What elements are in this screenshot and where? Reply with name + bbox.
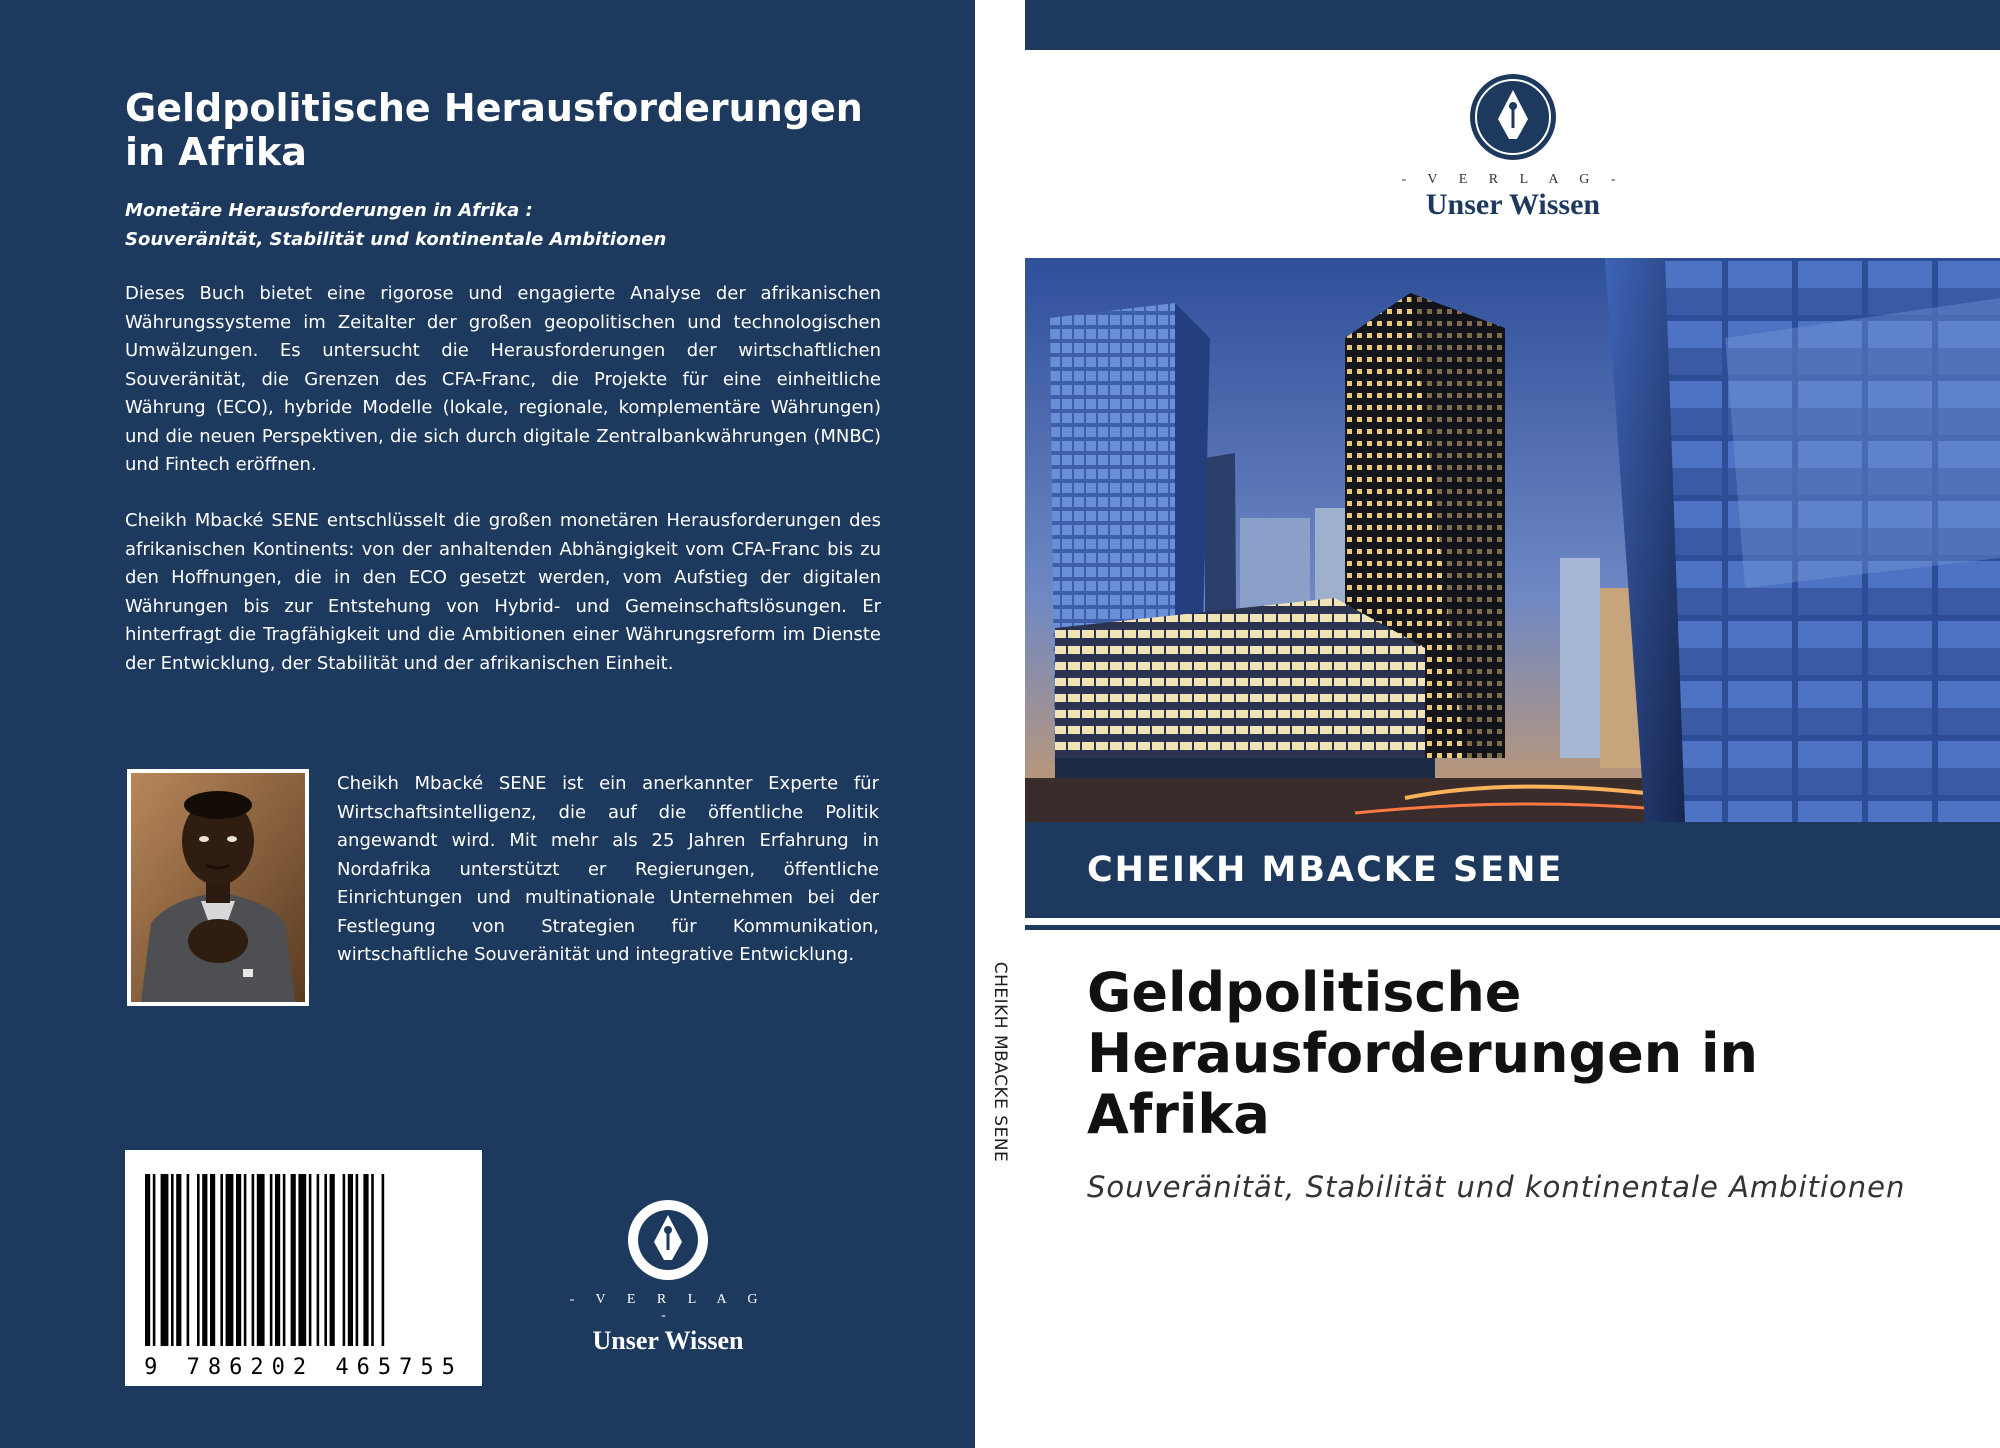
front-top-band [1025, 0, 2000, 50]
barcode-bar [382, 1174, 385, 1346]
spine-author: CHEIKH MBACKE SENE [990, 961, 1010, 1163]
back-logo-name: Unser Wissen [592, 1326, 744, 1355]
barcode-bar [197, 1174, 200, 1346]
isbn-barcode [125, 1150, 482, 1386]
barcode-bar [257, 1174, 265, 1346]
spine [975, 0, 1025, 1448]
barcode-bar [291, 1174, 296, 1346]
city-skyscrapers-image [1025, 258, 2000, 822]
barcode-bar [330, 1174, 335, 1346]
barcode-bar [363, 1174, 368, 1346]
barcode-bar [283, 1174, 286, 1346]
author-band [1025, 822, 2000, 918]
back-cover-subtitle [125, 196, 905, 254]
author-bio: Cheikh Mbacké SENE ist ein anerkannter Experte für Wirtschaftsintelligenz, die auf die öffentliche Politik angewandt wird. Mit mehr als 25 Jahren Erfahrung in Nordafrika unterstützt er Regierungen, öffentliche Einrichtungen und multinationale Unternehmen bei der Festlegung von Strategien für Kommunikation, wirtschaftliche Souveränität und integrative Entwicklung. [337, 773, 879, 965]
back-cover [0, 0, 975, 1448]
divider-rule [1025, 925, 2000, 930]
front-cover-title: Geldpolitische Herausforderungen in Afrika [1087, 961, 1758, 1146]
barcode-bar [176, 1174, 181, 1346]
barcode-bar [145, 1174, 150, 1346]
barcode-bar [356, 1174, 359, 1346]
front-logo-verlag: - V E R L A G - [1401, 172, 1625, 187]
barcode-bar [348, 1174, 353, 1346]
fountain-pen-nib-icon [626, 1198, 710, 1282]
barcode-bar [298, 1174, 306, 1346]
barcode-bar [220, 1174, 223, 1346]
barcode-bar [270, 1174, 273, 1346]
author-portrait-image [127, 769, 309, 1006]
barcode-bar [371, 1174, 374, 1346]
barcode-bar [202, 1174, 207, 1346]
back-subtitle-line: Souveränität, Stabilität und kontinentale Ambitionen [125, 229, 667, 250]
back-logo-verlag: - V E R L A G - [569, 1292, 767, 1323]
barcode-bar [275, 1174, 280, 1346]
barcode-bars [125, 1150, 482, 1386]
barcode-bar [236, 1174, 241, 1346]
barcode-bar [309, 1174, 312, 1346]
front-logo-name: Unser Wissen [1425, 188, 1601, 221]
barcode-bar [187, 1174, 190, 1346]
front-cover-subtitle: Souveränität, Stabilität und kontinentale Ambitionen [1087, 1170, 1906, 1204]
blurb-paragraph: Dieses Buch bietet eine rigorose und engagierte Analyse der afrikanischen Währungssysteme im Zeitalter der großen geopolitischen und technologischen Umwälzungen. Es untersucht die Herausforderungen der wirtschaftlichen Souveränität, die Grenzen des CFA-Franc, die Projekte für eine einheitliche Währung (ECO), hybride Modelle (lokale, regionale, komplementäre Währungen) und die neuen Perspektiven, die sich durch digitale Zentralbankwährungen (MNBC) und Fintech eröffnen. [125, 283, 881, 475]
back-cover-title: Geldpolitische Herausforderungen in Afrika [125, 86, 863, 174]
barcode-bar [317, 1174, 320, 1346]
isbn-digits: 9 786202 465755 [144, 1355, 463, 1380]
barcode-bar [324, 1174, 327, 1346]
barcode-bar [161, 1174, 169, 1346]
fountain-pen-nib-icon [1468, 72, 1558, 162]
barcode-bar [244, 1174, 247, 1346]
barcode-bar [210, 1174, 215, 1346]
barcode-bar [252, 1174, 255, 1346]
barcode-bar [343, 1174, 346, 1346]
barcode-bar [153, 1174, 156, 1346]
barcode-bar [226, 1174, 234, 1346]
blurb-paragraph: Cheikh Mbacké SENE entschlüsselt die großen monetären Herausforderungen des afrikanischen Kontinents: von der anhaltenden Abhängigkeit vom CFA-Franc bis zu den Hoffnungen, die in den ECO gesetzt werden, vom Aufstieg der digitalen Währungen bis zur Entstehung von Hybrid- und Gemeinschaftslösungen. Er hinterfragt die Tragfähigkeit und die Ambitionen einer Währungsreform im Dienste der Entwicklung, der Stabilität und der afrikanischen Einheit. [125, 510, 881, 674]
back-publisher-logo [568, 1198, 768, 1356]
back-subtitle-line: Monetäre Herausforderungen in Afrika : [125, 200, 533, 221]
front-author-name: CHEIKH MBACKE SENE [1087, 850, 1564, 890]
front-publisher-logo [1393, 72, 1633, 222]
front-cover [1025, 0, 2000, 1448]
barcode-bar [171, 1174, 174, 1346]
